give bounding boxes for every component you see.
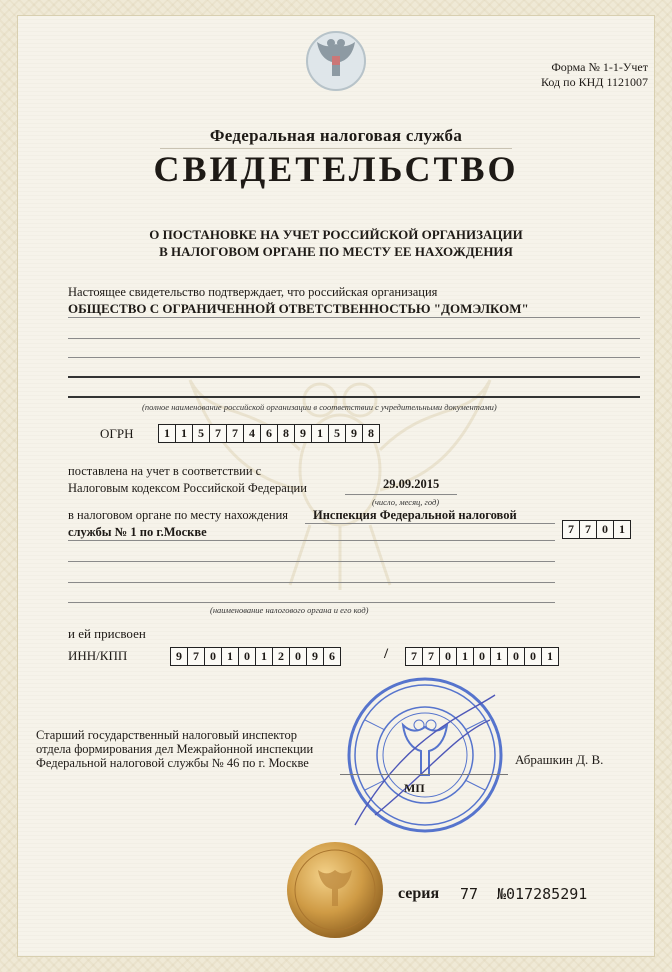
inn-digit: 9 — [306, 647, 323, 666]
signature-line-2: отдела формирования дел Межрайонной инспекции — [36, 742, 314, 756]
organization-note: (полное наименование российской организации в соответствии с учредительными документами) — [142, 402, 497, 412]
authority-code-boxes — [562, 520, 631, 539]
series-number: 77 — [460, 885, 479, 903]
subtitle-line-2: В НАЛОГОВОМ ОРГАНЕ ПО МЕСТУ ЕЕ НАХОЖДЕНИЯ — [159, 244, 513, 259]
inn-digit: 1 — [221, 647, 238, 666]
certificate-subtitle — [0, 226, 672, 260]
ogrn-digit: 6 — [260, 424, 277, 443]
authority-code-digit: 0 — [596, 520, 613, 539]
kpp-digit: 7 — [422, 647, 439, 666]
ogrn-boxes — [158, 424, 380, 443]
seal-place-mark: МП — [404, 781, 425, 795]
inn-digit: 9 — [170, 647, 187, 666]
registration-line-1: поставлена на учет в соответствии с — [68, 464, 262, 478]
authority-note: (наименование налогового органа и его код) — [210, 605, 369, 615]
authority-name-part-2: службы № 1 по г.Москве — [68, 525, 207, 539]
inn-digit: 0 — [289, 647, 306, 666]
signature-line-3: Федеральной налоговой службы № 46 по г. Москве — [36, 756, 309, 770]
organization-name: ОБЩЕСТВО С ОГРАНИЧЕННОЙ ОТВЕТСТВЕННОСТЬЮ "ДОМЭЛКОМ" — [68, 301, 529, 316]
form-number: Форма № 1-1-Учет — [551, 60, 648, 74]
authority-underline-2 — [68, 540, 555, 541]
signer-name: Абрашкин Д. В. — [515, 752, 604, 767]
ogrn-digit: 7 — [209, 424, 226, 443]
series-label: серия — [398, 885, 440, 902]
inn-digit: 0 — [238, 647, 255, 666]
ogrn-digit: 1 — [158, 424, 175, 443]
signature-line — [340, 774, 508, 775]
kpp-digit: 1 — [456, 647, 473, 666]
authority-line-3 — [68, 561, 555, 562]
ogrn-label: ОГРН — [100, 426, 134, 441]
org-line-3 — [68, 357, 640, 358]
coat-of-arms-icon — [305, 30, 367, 92]
ogrn-digit: 9 — [345, 424, 362, 443]
inn-digit: 1 — [255, 647, 272, 666]
ogrn-digit: 1 — [311, 424, 328, 443]
ogrn-digit: 1 — [175, 424, 192, 443]
assigned-label: и ей присвоен — [68, 626, 146, 641]
date-note: (число, месяц, год) — [372, 497, 440, 507]
org-line-1 — [68, 317, 640, 318]
form-number-block — [541, 60, 648, 90]
org-line-4 — [68, 376, 640, 378]
authority-name-part-1: Инспекция Федеральной налоговой — [313, 508, 517, 522]
inn-digit: 0 — [204, 647, 221, 666]
ogrn-digit: 5 — [192, 424, 209, 443]
ogrn-digit: 5 — [328, 424, 345, 443]
location-label: в налоговом органе по месту нахождения — [68, 508, 289, 522]
inn-digit: 6 — [323, 647, 341, 666]
inn-kpp-label: ИНН/КПП — [68, 648, 128, 663]
inn-kpp-separator: / — [384, 646, 389, 662]
document-number: №017285291 — [497, 885, 588, 903]
inn-digit: 2 — [272, 647, 289, 666]
signature-title — [36, 728, 313, 770]
org-line-5 — [68, 396, 640, 398]
date-underline — [345, 494, 457, 495]
kpp-digit: 1 — [490, 647, 507, 666]
knd-code: Код по КНД 1121007 — [541, 75, 648, 89]
kpp-boxes — [405, 647, 559, 666]
gold-seal-icon — [285, 840, 385, 940]
ogrn-digit: 8 — [362, 424, 380, 443]
org-line-2 — [68, 338, 640, 339]
ogrn-digit: 4 — [243, 424, 260, 443]
authority-code-digit: 1 — [613, 520, 631, 539]
authority-underline-1 — [305, 523, 555, 524]
ogrn-digit: 7 — [226, 424, 243, 443]
kpp-digit: 0 — [473, 647, 490, 666]
registration-date: 29.09.2015 — [383, 477, 440, 491]
registration-line-2: Налоговым кодексом Российской Федерации — [68, 481, 307, 495]
official-stamp-icon — [345, 675, 505, 835]
authority-code-digit: 7 — [579, 520, 596, 539]
kpp-digit: 1 — [541, 647, 559, 666]
ogrn-digit: 9 — [294, 424, 311, 443]
subtitle-line-1: О ПОСТАНОВКЕ НА УЧЕТ РОССИЙСКОЙ ОРГАНИЗАЦИИ — [149, 227, 523, 242]
ogrn-digit: 8 — [277, 424, 294, 443]
kpp-digit: 7 — [405, 647, 422, 666]
authority-line-4 — [68, 582, 555, 583]
agency-name: Федеральная налоговая служба — [209, 126, 463, 145]
kpp-digit: 0 — [439, 647, 456, 666]
authority-line-5 — [68, 602, 555, 603]
signature-line-1: Старший государственный налоговый инспектор — [36, 728, 297, 742]
organization-intro: Настоящее свидетельство подтверждает, что российская организация — [68, 285, 438, 299]
authority-code-digit: 7 — [562, 520, 579, 539]
certificate-title: СВИДЕТЕЛЬСТВО — [153, 149, 519, 189]
kpp-digit: 0 — [507, 647, 524, 666]
inn-boxes — [170, 647, 341, 666]
kpp-digit: 0 — [524, 647, 541, 666]
inn-digit: 7 — [187, 647, 204, 666]
